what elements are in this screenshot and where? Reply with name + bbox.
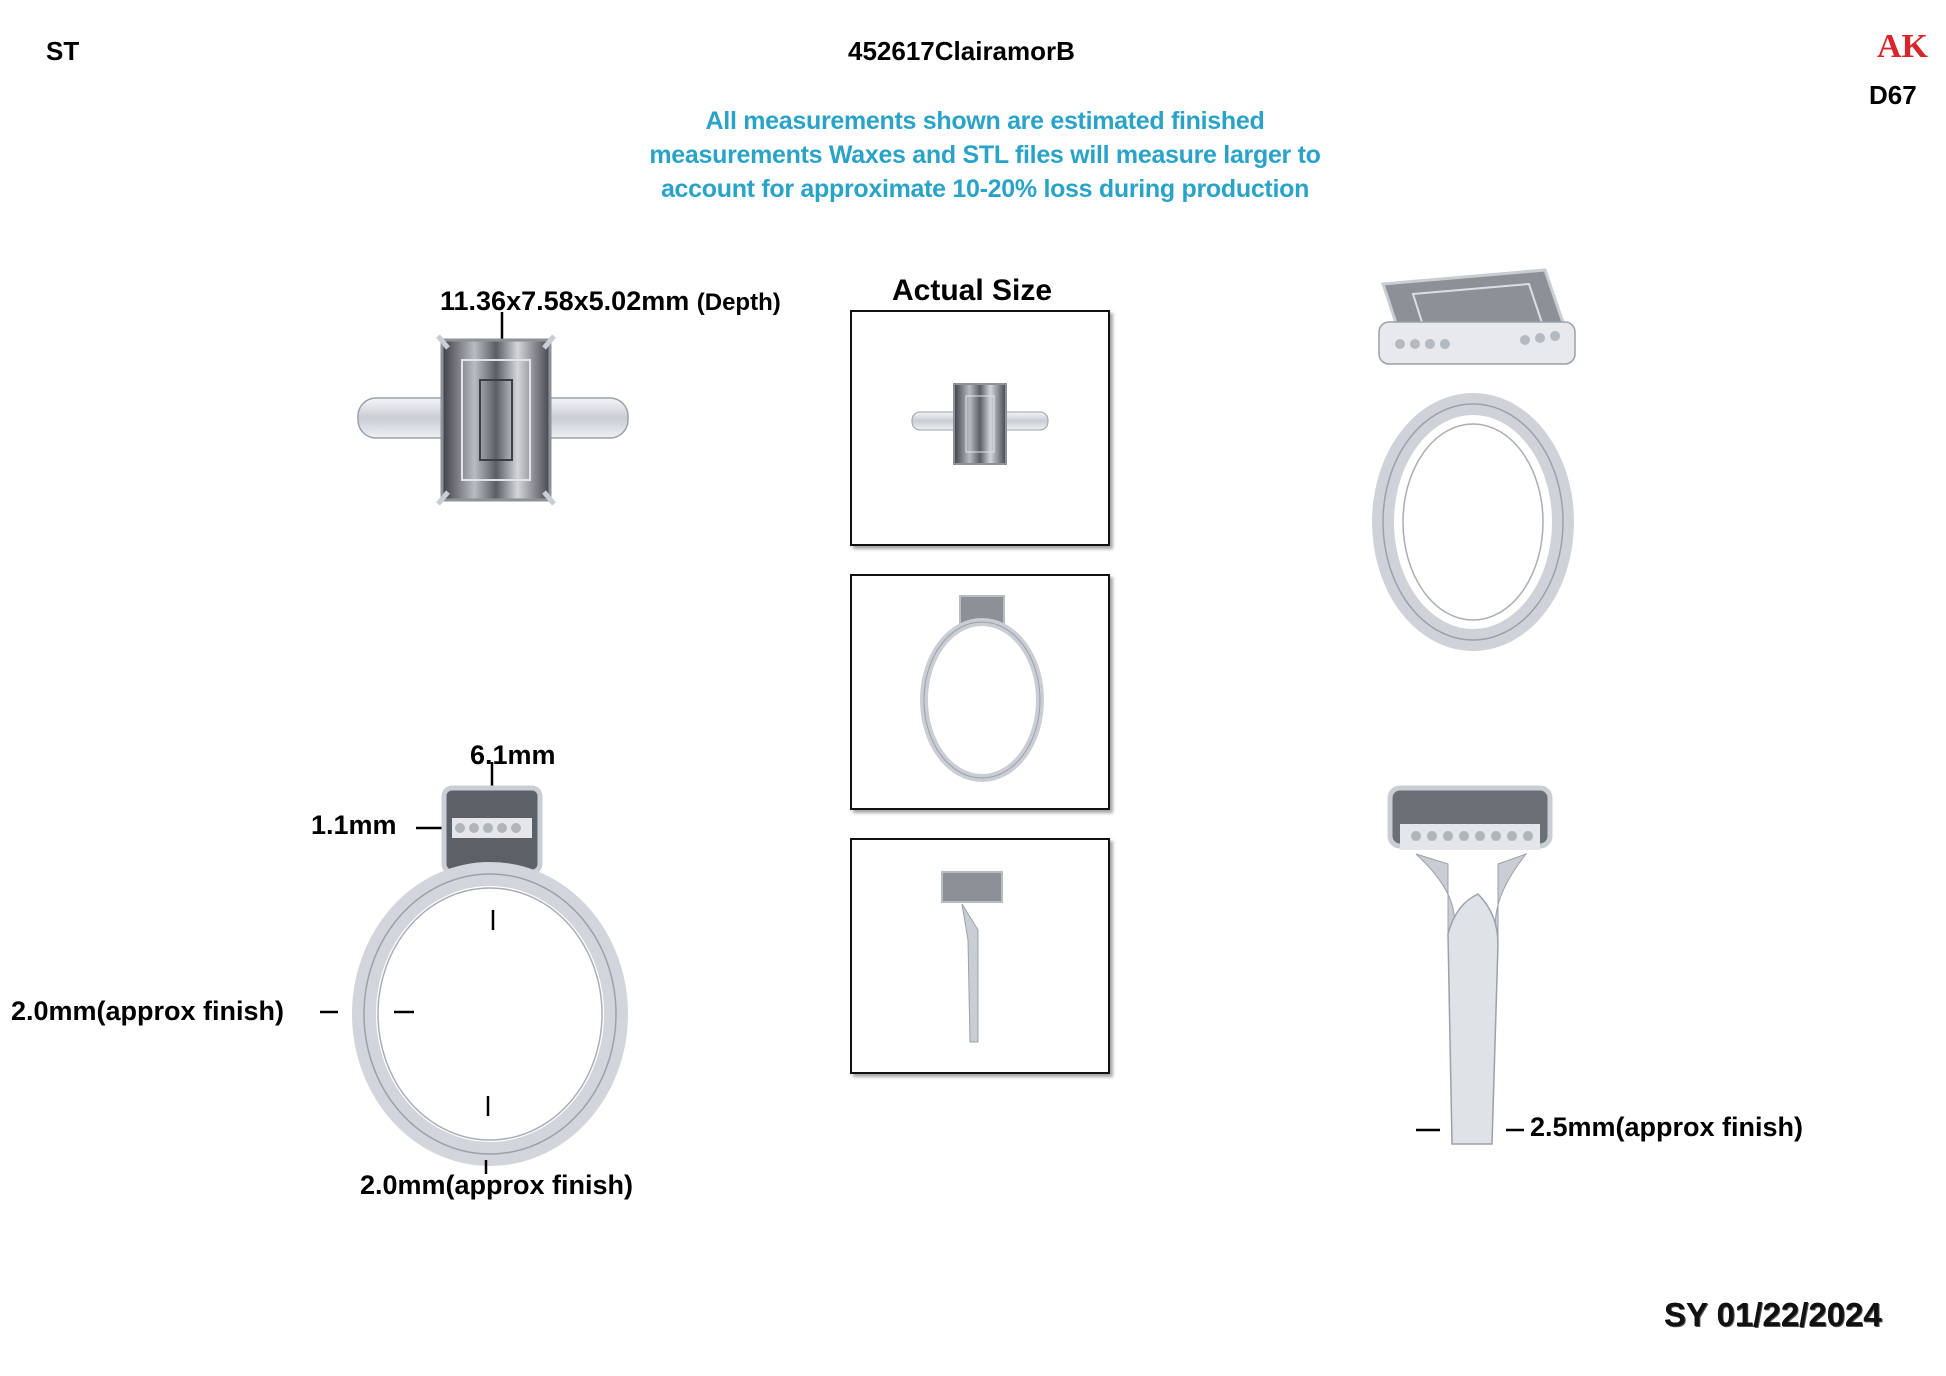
designer-code: ST [46, 36, 80, 66]
notice-line: measurements Waxes and STL files will measure larger to [649, 141, 1321, 169]
notice-line: All measurements shown are estimated finished [705, 107, 1265, 135]
band-width-bottom-label: 2.0mm(approx finish) [360, 1170, 634, 1200]
stone-size-value: 11.36x7.58x5.02mm [440, 286, 690, 316]
band-width-side-label: 2.0mm(approx finish) [11, 996, 285, 1026]
actual-size-label: Actual Size [892, 274, 1053, 307]
band-width-profile-label: 2.5mm(approx finish) [1530, 1112, 1804, 1142]
ring-side-profile [1386, 784, 1556, 1154]
approver-code: AK [1877, 28, 1928, 65]
notice-line: account for approximate 10-20% loss during production [660, 175, 1310, 203]
small-ring-top [910, 382, 1050, 472]
stone-depth-note: (Depth) [696, 289, 781, 316]
small-ring-side [932, 870, 1032, 1050]
actual-size-side-view [850, 838, 1110, 1074]
actual-size-front-view [850, 574, 1110, 810]
ring-front-view [320, 760, 660, 1180]
design-title: 452617ClairamorB [848, 36, 1075, 66]
gallery-height-label: 1.1mm [311, 810, 397, 840]
ring-perspective-view [1355, 232, 1605, 662]
head-width-label: 6.1mm [470, 740, 556, 770]
date-stamp: SY 01/22/2024 [1664, 1296, 1882, 1333]
actual-size-top-view [850, 310, 1110, 546]
small-ring-front [912, 594, 1052, 784]
measurement-notice [605, 104, 1365, 206]
ring-top-view [350, 300, 640, 520]
approver-sub-code: D67 [1869, 80, 1917, 110]
